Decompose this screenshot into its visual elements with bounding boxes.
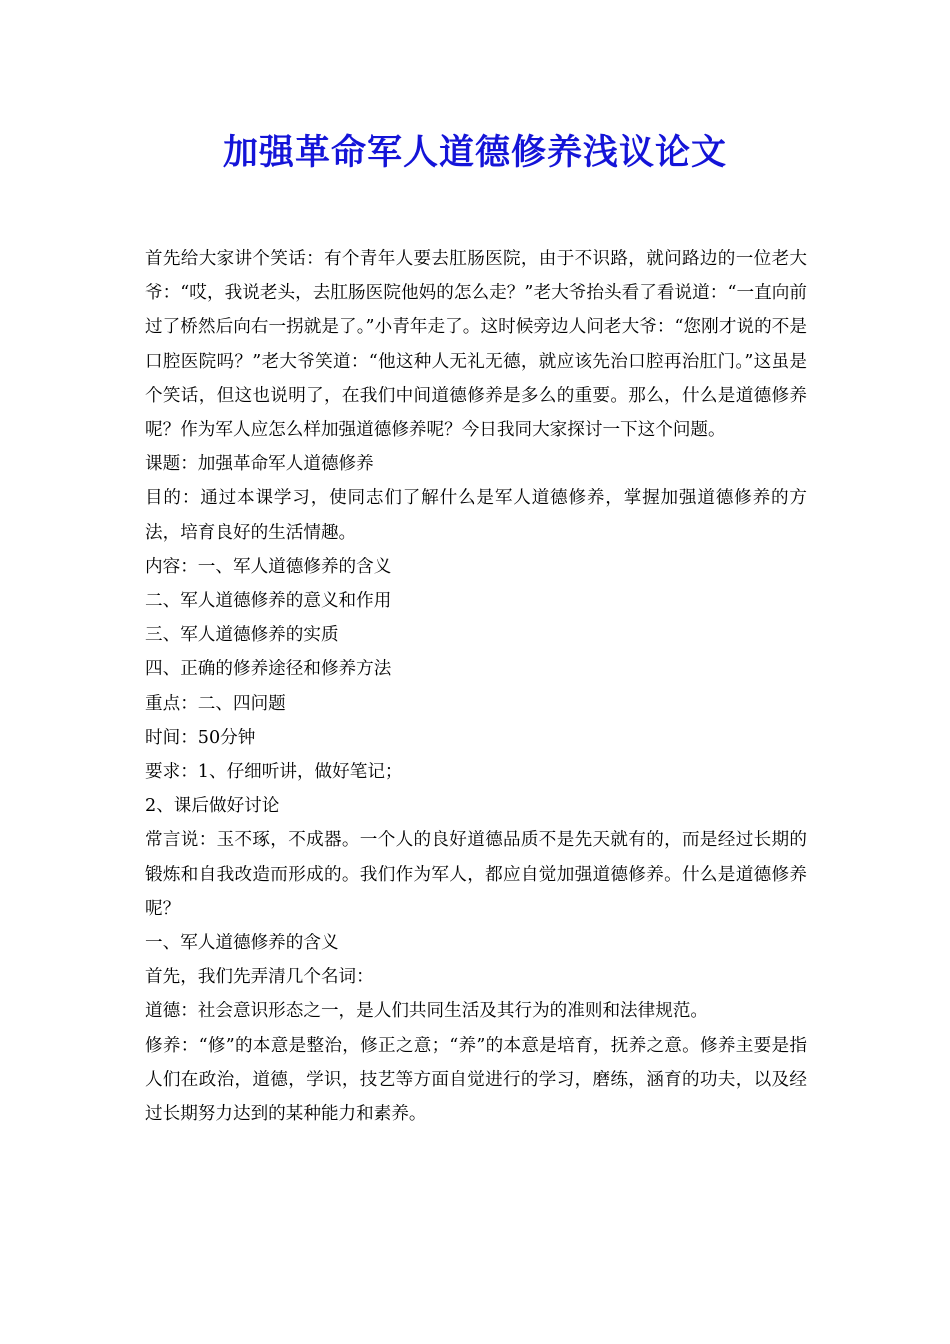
paragraph-definition-morality: 道德：社会意识形态之一，是人们共同生活及其行为的准则和法律规范。 (145, 1001, 709, 1022)
paragraph-time: 时间：50分钟 (145, 727, 256, 748)
paragraph-topic: 课题：加强革命军人道德修养 (145, 454, 374, 475)
paragraph-content-1: 内容：一、军人道德修养的含义 (145, 556, 392, 577)
document-body (145, 242, 807, 1131)
document-title: 加强革命军人道德修养浅议论文 (222, 133, 727, 173)
paragraph-requirement-2: 2、课后做好讨论 (145, 796, 280, 817)
paragraph-content-4: 四、正确的修养途径和修养方法 (145, 659, 392, 680)
paragraph-focus: 重点：二、四问题 (145, 693, 286, 714)
paragraph-content-3: 三、军人道德修养的实质 (145, 625, 339, 646)
paragraph-requirement-1: 要求：1、仔细听讲，做好笔记； (145, 762, 403, 783)
section-heading-1: 一、军人道德修养的含义 (145, 933, 339, 954)
paragraph-definition-cultivation: 修养：“修”的本意是整治，修正之意；“养”的本意是培育，抚养之意。修养主要是指人们在政治，道德，学识，技艺等方面自觉进行的学习，磨练，涵育的功夫，以及经过长期努力达到的某种能力和素养。 (145, 1035, 807, 1125)
paragraph-content-2: 二、军人道德修养的意义和作用 (145, 591, 392, 612)
paragraph-purpose: 目的：通过本课学习，使同志们了解什么是军人道德修养，掌握加强道德修养的方法，培育良好的生活情趣。 (145, 488, 807, 543)
paragraph-terms-intro: 首先，我们先弄清几个名词： (145, 967, 374, 988)
paragraph-proverb: 常言说：玉不琢，不成器。一个人的良好道德品质不是先天就有的，而是经过长期的锻炼和自我改造而形成的。我们作为军人，都应自觉加强道德修养。什么是道德修养呢？ (145, 830, 807, 919)
paragraph-intro-joke: 首先给大家讲个笑话：有个青年人要去肛肠医院，由于不识路，就问路边的一位老大爷：“哎，我说老头，去肛肠医院他妈的怎么走？”老大爷抬头看了看说道：“一直向前过了桥然后向右一拐就是了。”小青年走了。这时候旁边人问老大爷：“您刚才说的不是口腔医院吗？”老大爷笑道：“他这种人无礼无德，就应该先治口腔再治肛门。”这虽是个笑话，但这也说明了，在我们中间道德修养是多么的重要。那么，什么是道德修养呢？作为军人应怎么样加强道德修养呢？今日我同大家探讨一下这个问题。 (145, 249, 807, 441)
